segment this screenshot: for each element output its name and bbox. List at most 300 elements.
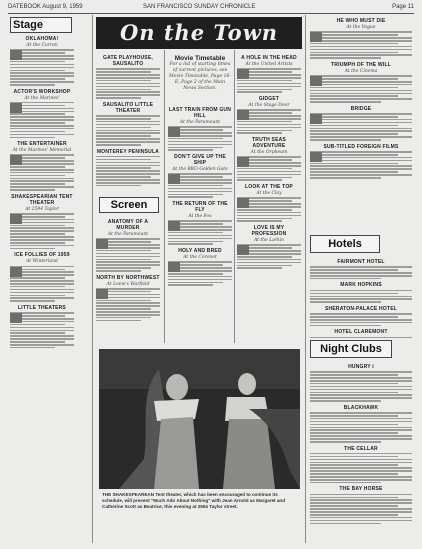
text-line — [310, 371, 412, 373]
text-line — [96, 311, 160, 313]
text-line — [10, 183, 65, 185]
text-line — [10, 297, 74, 299]
text-line — [237, 267, 282, 269]
text-line — [310, 383, 398, 385]
text-line — [237, 130, 292, 132]
listing-item — [96, 149, 160, 187]
thumbnail-image — [10, 214, 22, 224]
column-divider — [305, 15, 306, 543]
text-line — [310, 438, 412, 440]
listing-heading: LAST TRAIN FROM GUN HILL — [168, 107, 232, 119]
text-line — [10, 338, 74, 340]
listing-body-text — [310, 313, 412, 326]
header-rule — [8, 13, 414, 14]
text-line — [96, 83, 160, 85]
text-line — [10, 300, 55, 302]
timetable-text: For a list of starting times of current pictures, see Movie Timetable, Page 16-E, Page 2 of the Main News Section. — [168, 62, 232, 91]
text-line — [10, 186, 74, 188]
listing-heading: ICE FOLLIES OF 1959 — [14, 252, 70, 259]
thumbnail-image — [310, 152, 322, 162]
listing-venue: At Loew's Warfield — [106, 281, 150, 287]
listing-body-text — [310, 412, 412, 443]
text-line — [10, 227, 74, 229]
text-line — [310, 427, 412, 429]
text-line — [10, 283, 74, 285]
listing-venue: At 2594 Taylor — [25, 206, 59, 212]
listing-heading: THE CELLAR — [344, 445, 378, 452]
on-the-town-banner: On the Town — [96, 17, 302, 49]
text-line — [10, 166, 65, 168]
text-line — [237, 215, 301, 217]
text-line — [310, 459, 412, 461]
listing-venue: At the United Artists — [245, 62, 293, 67]
text-line — [96, 320, 141, 322]
dateline-left: DATEBOOK August 9, 1959 — [8, 4, 83, 10]
listing-body-text — [10, 102, 74, 138]
listing-heading: GATE PLAYHOUSE, SAUSALITO — [103, 55, 153, 67]
listing-body-text — [168, 220, 232, 245]
listing-body-text — [168, 261, 232, 286]
text-line — [96, 250, 151, 252]
listing-item — [237, 137, 301, 181]
text-line — [96, 159, 151, 161]
text-line — [310, 128, 412, 130]
text-line — [96, 89, 151, 91]
text-line — [237, 174, 301, 176]
text-line — [310, 392, 398, 394]
text-line — [10, 236, 74, 238]
text-line — [168, 284, 213, 286]
text-line — [10, 180, 74, 182]
text-line — [310, 54, 412, 56]
text-line — [310, 165, 412, 167]
text-line — [96, 86, 160, 88]
listing-body-text — [96, 288, 160, 321]
text-line — [237, 177, 292, 179]
listing-body-text — [10, 49, 74, 85]
text-line — [310, 424, 398, 426]
text-line — [310, 453, 412, 455]
text-line — [10, 84, 55, 86]
text-line — [310, 319, 412, 321]
text-line — [96, 135, 151, 137]
text-line — [168, 235, 232, 237]
thumbnail-image — [10, 103, 22, 113]
listing-venue: At the Fox — [188, 214, 212, 220]
text-line — [10, 116, 74, 118]
text-line — [168, 138, 223, 140]
text-line — [96, 97, 141, 99]
text-line — [10, 286, 65, 288]
text-line — [96, 253, 160, 255]
listing-body-text — [168, 173, 232, 198]
listing-body-text — [96, 68, 160, 99]
text-line — [310, 502, 412, 504]
text-line — [10, 289, 74, 291]
text-line — [96, 71, 151, 73]
thumbnail-image — [237, 110, 249, 120]
listing-body-text — [237, 197, 301, 222]
text-line — [96, 141, 160, 143]
listing-body-text — [310, 266, 412, 279]
text-line — [310, 40, 412, 42]
thumbnail-image — [168, 174, 180, 184]
dateline — [8, 4, 414, 13]
text-line — [168, 276, 232, 278]
text-line — [310, 397, 412, 399]
text-line — [237, 179, 282, 181]
listing-heading: MARK HOPKINS — [340, 282, 382, 289]
text-line — [10, 280, 74, 282]
listing-heading: LITTLE THEATERS — [18, 304, 66, 311]
text-line — [168, 147, 223, 149]
text-line — [10, 67, 74, 69]
text-line — [96, 317, 151, 319]
text-line — [310, 494, 412, 496]
text-line — [96, 115, 160, 117]
text-line — [10, 61, 65, 63]
text-line — [310, 57, 381, 59]
text-line — [10, 119, 74, 121]
text-line — [310, 497, 398, 499]
listing-body-text — [310, 453, 412, 484]
movie-column — [237, 52, 301, 344]
text-line — [310, 322, 412, 324]
listing-venue: At the Vogue — [346, 25, 376, 30]
text-line — [10, 239, 74, 241]
listing-item — [168, 248, 232, 286]
text-line — [310, 43, 398, 45]
text-line — [10, 189, 55, 191]
text-line — [10, 134, 74, 136]
listing-heading: TRUTH SEAS ADVENTURE — [252, 137, 286, 150]
listing-body-text — [310, 371, 412, 402]
text-line — [10, 78, 65, 80]
listing-heading: THE ENTERTAINER — [17, 141, 67, 148]
listing-body-text — [237, 109, 301, 134]
listing-heading: THE RETURN OF THE FLY — [172, 201, 228, 214]
text-line — [310, 301, 381, 303]
text-line — [96, 74, 160, 76]
text-line — [96, 314, 160, 316]
text-line — [310, 374, 398, 376]
text-line — [96, 173, 160, 175]
text-line — [10, 330, 74, 332]
text-line — [310, 157, 412, 159]
stage-column — [10, 15, 74, 543]
thumbnail-image — [10, 267, 22, 277]
listing-venue: At the Paramount — [179, 120, 221, 125]
text-line — [310, 87, 398, 89]
text-line — [168, 191, 232, 193]
text-line — [310, 119, 412, 121]
column-divider — [92, 15, 93, 543]
text-line — [10, 175, 65, 177]
listing-heading: FAIRMONT HOTEL — [337, 259, 385, 265]
column-divider — [164, 50, 165, 343]
text-line — [96, 127, 151, 129]
text-line — [168, 273, 223, 275]
text-line — [96, 302, 160, 304]
listing-item — [310, 486, 412, 524]
text-line — [310, 130, 412, 132]
text-line — [10, 292, 74, 294]
text-line — [10, 335, 74, 337]
text-line — [10, 64, 74, 66]
right-column — [310, 15, 412, 543]
listing-body-text — [310, 494, 412, 525]
listing-heading: LOOK AT THE TOP — [245, 184, 293, 191]
text-line — [310, 168, 412, 170]
text-line — [10, 347, 55, 349]
text-line — [10, 125, 74, 127]
text-line — [237, 259, 301, 261]
text-line — [237, 91, 282, 93]
text-line — [310, 269, 398, 271]
text-line — [310, 174, 412, 176]
text-line — [96, 68, 160, 70]
text-line — [310, 429, 412, 431]
text-line — [310, 133, 398, 135]
text-line — [168, 185, 223, 187]
text-line — [96, 138, 160, 140]
text-line — [96, 130, 160, 132]
text-line — [310, 275, 412, 277]
text-line — [237, 121, 292, 123]
thumbnail-image — [10, 313, 22, 323]
text-line — [310, 325, 381, 327]
hotels-header: Hotels — [310, 235, 380, 253]
listing-body-text — [237, 68, 301, 93]
text-line — [310, 75, 412, 77]
text-line — [96, 118, 151, 120]
text-line — [310, 377, 412, 379]
listing-item — [96, 55, 160, 99]
text-line — [96, 270, 141, 272]
text-line — [96, 162, 160, 164]
text-line — [168, 188, 232, 190]
text-line — [310, 441, 381, 443]
listing-heading: BLACKHAWK — [343, 404, 379, 411]
listing-item — [237, 184, 301, 222]
thumbnail-image — [237, 69, 249, 79]
listing-heading: ACTOR'S WORKSHOP — [13, 88, 71, 95]
theater-photo-image — [99, 349, 300, 489]
listing-item — [10, 194, 74, 250]
text-line — [237, 89, 292, 91]
text-line — [310, 78, 398, 80]
listing-body-text — [310, 337, 412, 338]
text-line — [10, 113, 65, 115]
listing-item — [10, 305, 74, 349]
text-line — [10, 277, 65, 279]
listing-item — [310, 259, 412, 279]
text-line — [310, 517, 412, 519]
text-line — [237, 132, 282, 134]
thumbnail-image — [10, 155, 22, 165]
listing-venue: At the Larkin — [253, 238, 285, 244]
text-line — [310, 337, 412, 338]
text-line — [237, 262, 301, 264]
text-line — [310, 464, 398, 466]
thumbnail-image — [168, 262, 180, 272]
text-line — [237, 209, 292, 211]
text-line — [310, 136, 412, 138]
text-line — [310, 421, 412, 423]
theater-photo — [99, 349, 300, 489]
text-line — [168, 196, 213, 198]
text-line — [10, 128, 74, 130]
screen-list — [96, 216, 160, 344]
text-line — [310, 90, 412, 92]
text-line — [10, 81, 74, 83]
night-club-list — [310, 361, 412, 531]
text-line — [310, 467, 412, 469]
listing-item — [310, 282, 412, 302]
text-line — [310, 462, 412, 464]
listing-item — [237, 55, 301, 93]
listing-item — [310, 62, 412, 103]
night-clubs-header: Night Clubs — [310, 340, 392, 358]
text-line — [310, 394, 412, 396]
text-line — [310, 46, 412, 48]
text-line — [310, 163, 398, 165]
text-line — [10, 295, 65, 297]
listing-item — [237, 96, 301, 134]
theater-list — [96, 55, 160, 186]
text-line — [96, 121, 160, 123]
text-line — [237, 127, 301, 129]
listing-heading: A HOLE IN THE HEAD — [241, 55, 297, 61]
movie-list — [168, 107, 232, 286]
text-line — [168, 282, 223, 284]
listing-venue: At the RKO-Golden Gate — [172, 167, 228, 173]
text-line — [310, 177, 381, 179]
listing-item — [168, 107, 232, 151]
listing-body-text — [10, 312, 74, 348]
listing-heading: DON'T GIVE UP THE SHIP — [174, 154, 226, 167]
listing-heading: SHERATON-PALACE HOTEL — [325, 305, 397, 312]
thumbnail-image — [96, 289, 108, 299]
listing-heading: THE BAY HORSE — [339, 486, 383, 493]
text-line — [96, 176, 151, 178]
thumbnail-image — [310, 114, 322, 124]
screen-section — [96, 195, 160, 344]
text-line — [310, 113, 412, 115]
text-line — [310, 386, 412, 388]
listing-venue: At the Curran — [26, 43, 58, 48]
thumbnail-image — [237, 198, 249, 208]
text-line — [96, 182, 160, 184]
text-line — [96, 156, 160, 158]
text-line — [96, 165, 160, 167]
text-line — [96, 261, 160, 263]
listing-item — [310, 18, 412, 59]
text-line — [310, 514, 398, 516]
foreign-film-list — [310, 15, 412, 233]
listing-heading: SAUSALITO LITTLE THEATER — [102, 101, 154, 114]
text-line — [168, 232, 223, 234]
text-line — [310, 412, 412, 414]
listing-body-text — [96, 115, 160, 146]
text-line — [310, 456, 398, 458]
text-line — [168, 141, 232, 143]
text-line — [310, 316, 398, 318]
listing-venue: At the Marines' Memorial — [12, 148, 72, 154]
listing-body-text — [10, 213, 74, 249]
thumbnail-image — [310, 32, 322, 42]
text-line — [310, 49, 412, 51]
listing-item — [168, 154, 232, 198]
text-line — [310, 122, 412, 124]
text-line — [310, 313, 412, 315]
text-line — [310, 278, 381, 280]
text-line — [310, 151, 412, 153]
text-line — [168, 238, 232, 240]
listing-body-text — [310, 31, 412, 59]
text-line — [10, 75, 74, 77]
text-line — [237, 256, 292, 258]
text-line — [310, 125, 398, 127]
text-line — [96, 94, 160, 96]
text-line — [310, 473, 398, 475]
text-line — [168, 194, 223, 196]
listing-venue: At Winterland — [26, 259, 58, 265]
listing-heading: BRIDGE — [350, 105, 372, 112]
text-line — [10, 122, 65, 124]
text-line — [310, 266, 412, 268]
thumbnail-image — [237, 157, 249, 167]
text-line — [310, 116, 398, 118]
listing-heading: HOLY AND BRED — [178, 248, 222, 255]
listing-body-text — [10, 266, 74, 302]
listing-body-text — [168, 126, 232, 151]
text-line — [10, 230, 74, 232]
text-line — [310, 98, 412, 100]
text-line — [96, 264, 160, 266]
dateline-center: SAN FRANCISCO SUNDAY CHRONICLE — [143, 4, 256, 10]
text-line — [310, 290, 412, 292]
text-line — [237, 212, 301, 214]
text-line — [237, 218, 292, 220]
listing-item — [310, 106, 412, 141]
text-line — [310, 432, 398, 434]
text-line — [237, 265, 292, 267]
listing-item — [96, 102, 160, 146]
listing-item — [237, 225, 301, 269]
text-line — [96, 132, 160, 134]
text-line — [10, 341, 65, 343]
listing-item — [310, 364, 412, 402]
text-line — [237, 80, 292, 82]
text-line — [10, 332, 65, 334]
text-line — [96, 170, 160, 172]
text-line — [310, 470, 412, 472]
listing-heading: HUNGRY i — [348, 364, 374, 370]
text-line — [10, 72, 74, 74]
listing-item — [10, 141, 74, 191]
listing-item — [10, 36, 74, 86]
text-line — [310, 520, 412, 522]
text-line — [96, 259, 151, 261]
text-line — [310, 511, 412, 513]
text-line — [96, 308, 151, 310]
text-line — [310, 93, 412, 95]
text-line — [310, 171, 398, 173]
text-line — [10, 131, 65, 133]
text-line — [10, 172, 74, 174]
text-line — [310, 37, 412, 39]
